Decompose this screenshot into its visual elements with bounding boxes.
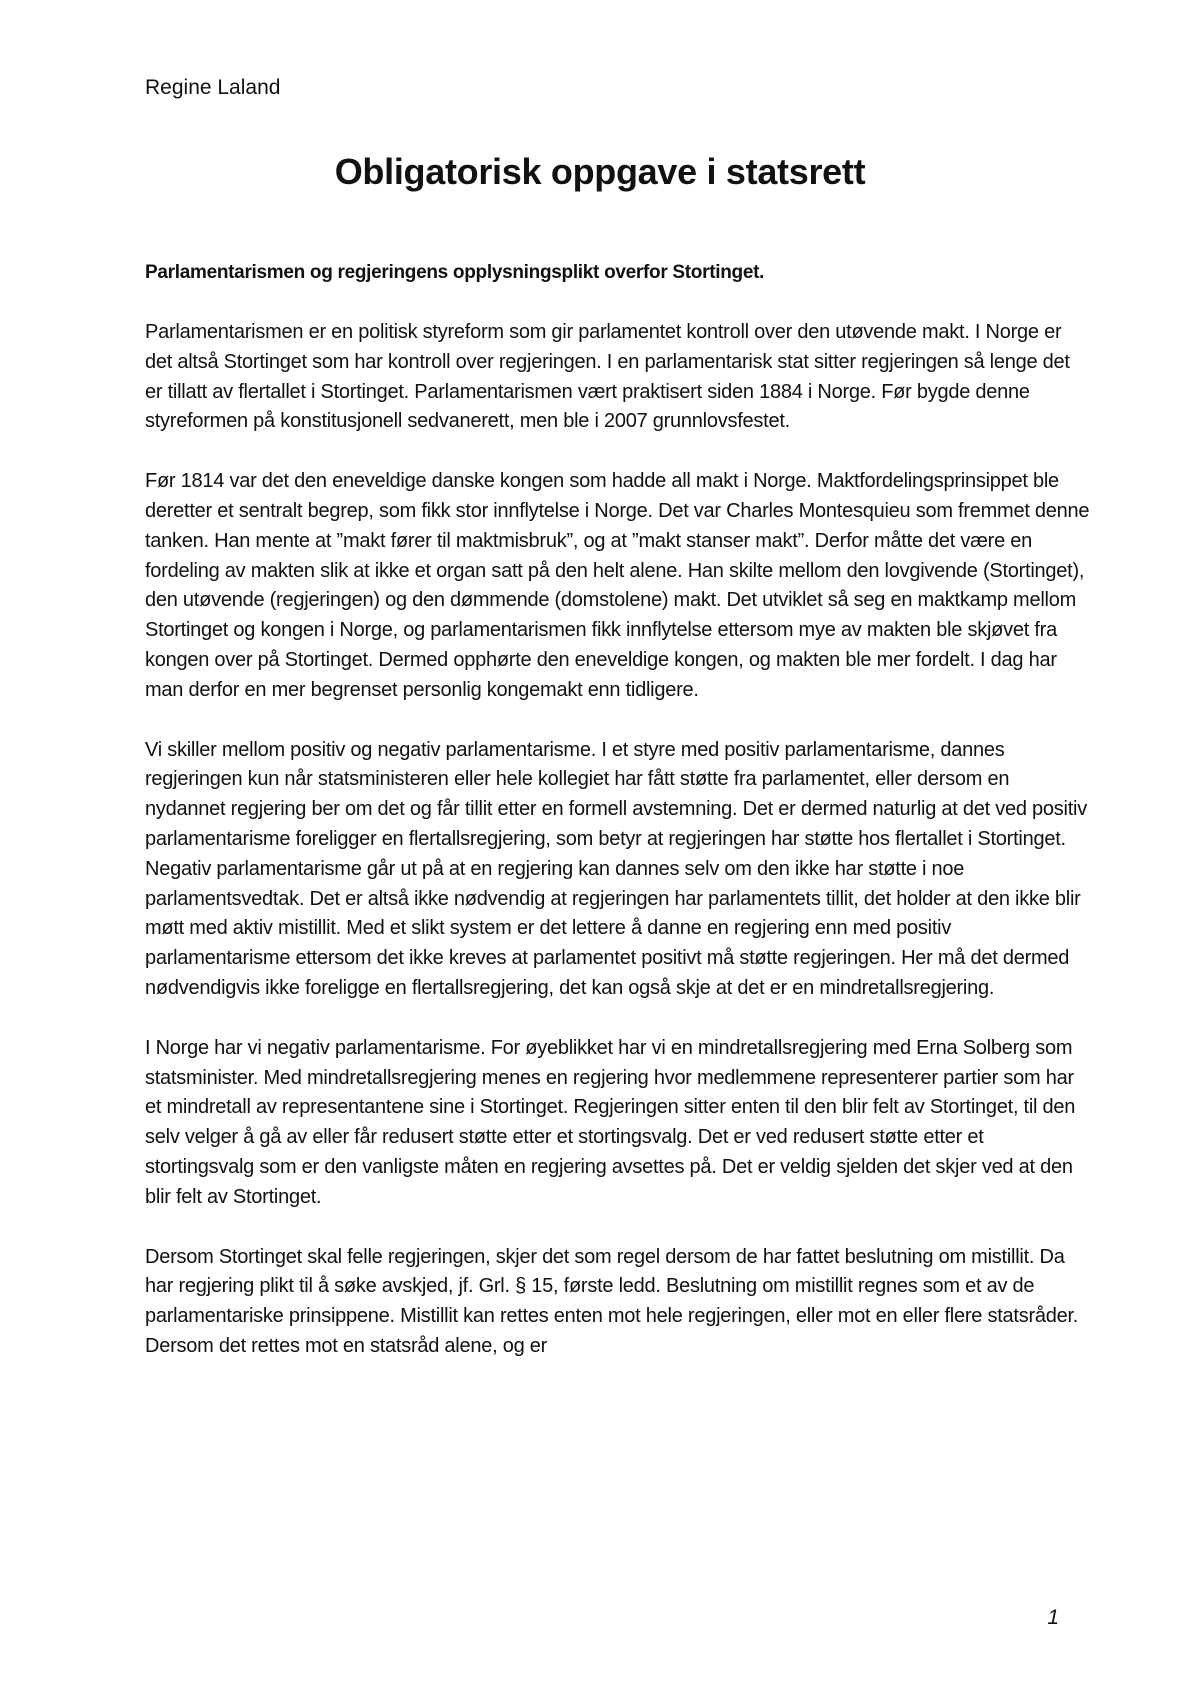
section-subtitle: Parlamentarismen og regjeringens opplysningsplikt overfor Stortinget. bbox=[145, 262, 765, 283]
document-body bbox=[145, 258, 1090, 1392]
page-number: 1 bbox=[1047, 1606, 1059, 1629]
paragraph-5: Dersom Stortinget skal felle regjeringen, skjer det som regel dersom de har fattet beslutning om mistillit. Da har regjering plikt til å søke avskjed, jf. Grl. § 15, første ledd. Beslutning om mistillit regnes som et av de parlamentariske prinsippene. Mistillit kan rettes enten mot hele regjeringen, eller mot en eller flere statsråder. Dersom det rettes mot en statsråd alene, og er bbox=[145, 1245, 1079, 1357]
paragraph-2: Før 1814 var det den eneveldige danske kongen som hadde all makt i Norge. Maktfordelingsprinsippet ble deretter et sentralt begrep, som fikk stor innflytelse i Norge. Det var Charles Montesquieu som fremmet denne tanken. Han mente at ”makt fører til maktmisbruk”, og at ”makt stanser makt”. Derfor måtte det være en fordeling av makten slik at ikke et organ satt på den helt alene. Han skilte mellom den lovgivende (Stortinget), den utøvende (regjeringen) og den dømmende (domstolene) makt. Det utviklet så seg en maktkamp mellom Stortinget og kongen i Norge, og parlamentarismen fikk innflytelse ettersom mye av makten ble skjøvet fra kongen over på Stortinget. Dermed opphørte den eneveldige kongen, og makten ble mer fordelt. I dag har man derfor en mer begrenset personlig kongemakt enn tidligere. bbox=[145, 470, 1090, 701]
author-name: Regine Laland bbox=[145, 76, 281, 99]
page-title: Obligatorisk oppgave i statsrett bbox=[334, 151, 866, 192]
paragraph-4: I Norge har vi negativ parlamentarisme. For øyeblikket har vi en mindretallsregjering med Erna Solberg som statsminister. Med mindretallsregjering menes en regjering hvor medlemmene representerer partier som har et mindretall av representantene sine i Stortinget. Regjeringen sitter enten til den blir felt av Stortinget, til den selv velger å gå av eller får redusert støtte etter et stortingsvalg. Det er ved redusert støtte etter et stortingsvalg som er den vanligste måten en regjering avsettes på. Det er veldig sjelden det skjer ved at den blir felt av Stortinget. bbox=[145, 1036, 1076, 1208]
paragraph-1: Parlamentarismen er en politisk styreform som gir parlamentet kontroll over den utøvende makt. I Norge er det altså Stortinget som har kontroll over regjeringen. I en parlamentarisk stat sitter regjeringen så lenge det er tillatt av flertallet i Stortinget. Parlamentarismen vært praktisert siden 1884 i Norge. Før bygde denne styreformen på konstitusjonell sedvanerett, men ble i 2007 grunnlovsfestet. bbox=[145, 321, 1070, 433]
paragraph-3: Vi skiller mellom positiv og negativ parlamentarisme. I et styre med positiv parlamentarisme, dannes regjeringen kun når statsministeren eller hele kollegiet har fått støtte fra parlamentet, eller dersom en nydannet regjering ber om det og får tillit etter en formell avstemning. Det er dermed naturlig at det ved positiv parlamentarisme foreligger en flertallsregjering, som betyr at regjeringen har støtte hos flertallet i Stortinget. Negativ parlamentarisme går ut på at en regjering kan dannes selv om den ikke har støtte i noe parlamentsvedtak. Det er altså ikke nødvendig at regjeringen har parlamentets tillit, det holder at den ikke blir møtt med aktiv mistillit. Med et slikt system er det lettere å danne en regjering enn med positiv parlamentarisme ettersom det ikke kreves at parlamentet positivt må støtte regjeringen. Her må det dermed nødvendigvis ikke foreligge en flertallsregjering, det kan også skje at det er en mindretallsregjering. bbox=[145, 738, 1087, 999]
